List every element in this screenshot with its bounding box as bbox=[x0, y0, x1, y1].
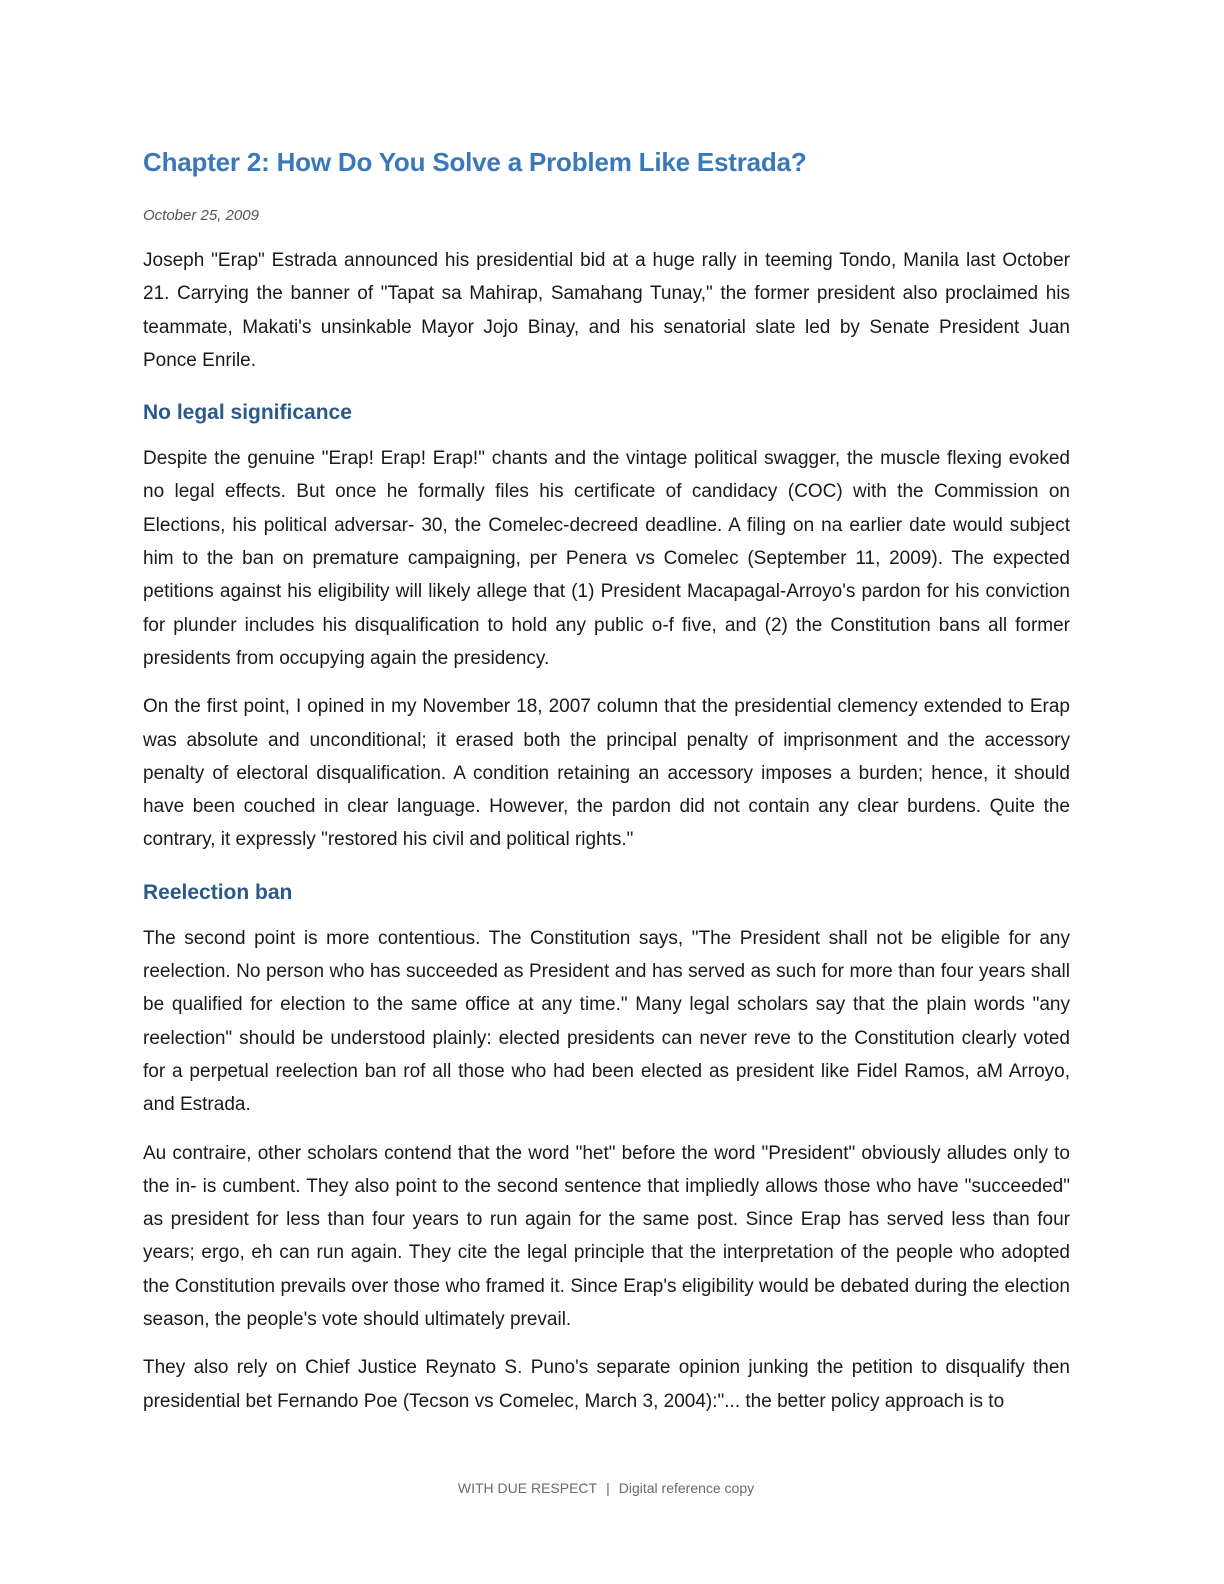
paragraph: The second point is more contentious. The Constitution says, "The President shall not be eligible for any reelection. No person who has succeeded as President and has served as such for more than four years shall be qualified for election to the same office at any time." Many legal scholars say that the plain words "any reelection" should be understood plainly: elected presidents can never reve to the Constitution clearly voted for a perpetual reelection ban rof all those who had been elected as president like Fidel Ramos, aM Arroyo, and Estrada. bbox=[143, 927, 1070, 1116]
paragraph: On the first point, I opined in my November 18, 2007 column that the presidential clemency extended to Erap was absolute and unconditional; it erased both the principal penalty of imprisonment and the accessory penalty of electoral disqualification. A condition retaining an accessory imposes a burden; hence, it should have been couched in clear language. However, the pardon did not contain any clear burdens. Quite the contrary, it expressly "restored his civil and political rights." bbox=[143, 696, 1070, 851]
section-heading-no-legal-significance: No legal significance bbox=[143, 401, 352, 425]
article-date: October 25, 2009 bbox=[143, 207, 259, 224]
paragraph: Au contraire, other scholars contend that the word "het" before the word "President" obviously alludes only to the in- is cumbent. They also point to the second sentence that impliedly allows those who have "succeeded" as president for less than four years to run again for the same post. Since Erap has served less than four years; ergo, eh can run again. They cite the legal principle that the interpretation of the people who adopted the Constitution prevails over those who framed it. Since Erap's eligibility would be debated during the election season, the people's vote should ultimately prevail. bbox=[143, 1142, 1070, 1331]
page-footer bbox=[0, 1476, 1212, 1500]
chapter-title: Chapter 2: How Do You Solve a Problem Like Estrada? bbox=[143, 147, 807, 177]
footer-publication: WITH DUE RESPECT bbox=[457, 1480, 598, 1496]
section-heading-reelection-ban: Reelection ban bbox=[143, 880, 293, 904]
document-page bbox=[143, 140, 1070, 1418]
paragraph: Despite the genuine "Erap! Erap! Erap!" chants and the vintage political swagger, the muscle flexing evoked no legal effects. But once he formally files his certificate of candidacy (COC) with the Commission on Elections, his political adversar- 30, the Comelec-decreed deadline. A filing on na earlier date would subject him to the ban on premature campaigning, per Penera vs Comelec (September 11, 2009). The expected petitions against his eligibility will likely allege that (1) President Macapagal-Arroyo's pardon for his conviction for plunder includes his disqualification to hold any public o-f five, and (2) the Constitution bans all former presidents from occupying again the presidency. bbox=[143, 448, 1070, 669]
paragraph: They also rely on Chief Justice Reynato S. Puno's separate opinion junking the petition to disqualify then presidential bet Fernando Poe (Tecson vs Comelec, March 3, 2004):"... the better policy approach is to bbox=[143, 1357, 1070, 1412]
footer-note: Digital reference copy bbox=[618, 1480, 755, 1496]
footer-separator: | bbox=[606, 1480, 610, 1496]
intro-paragraph: Joseph "Erap" Estrada announced his presidential bid at a huge rally in teeming Tondo, Manila last October 21. Carrying the banner of "Tapat sa Mahirap, Samahang Tunay," the former president also proclaimed his teammate, Makati's unsinkable Mayor Jojo Binay, and his senatorial slate led by Senate President Juan Ponce Enrile. bbox=[143, 250, 1070, 371]
